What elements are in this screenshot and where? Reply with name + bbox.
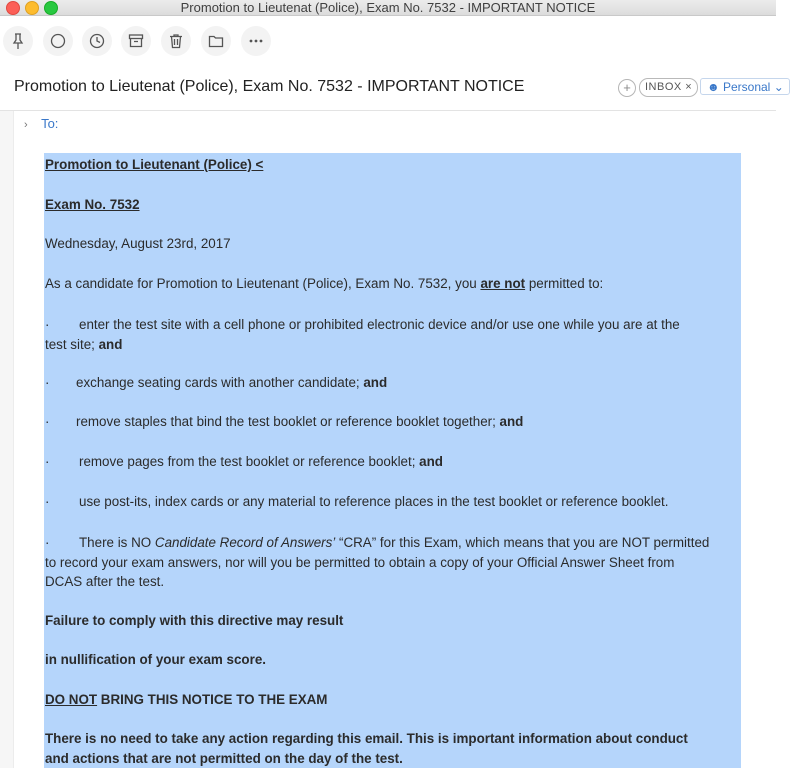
bullet-item bbox=[45, 375, 387, 390]
bullet-text: remove staples that bind the test booklet or reference booklet together; bbox=[76, 414, 500, 429]
chevron-down-icon: ⌄ bbox=[773, 80, 784, 94]
bullet-item bbox=[45, 414, 523, 429]
bullet-text: DCAS after the test. bbox=[45, 574, 165, 589]
to-label: To: bbox=[41, 116, 59, 131]
bullet-text: test site; bbox=[45, 336, 99, 352]
bullet-dot: · bbox=[45, 375, 50, 390]
do-not-bring-line bbox=[45, 692, 327, 707]
do-not-rest: BRING THIS NOTICE TO THE EXAM bbox=[97, 692, 328, 707]
trash-button[interactable] bbox=[161, 26, 191, 56]
bullet-dot: · bbox=[45, 414, 50, 429]
selection-tail bbox=[44, 748, 421, 768]
archive-button[interactable] bbox=[121, 26, 151, 56]
warning-line: in nullification of your exam score. bbox=[45, 652, 266, 667]
more-icon bbox=[247, 32, 265, 50]
pin-icon bbox=[9, 32, 27, 50]
person-icon: ☻ bbox=[707, 80, 720, 94]
mark-read-button[interactable] bbox=[43, 26, 73, 56]
bullet-item bbox=[45, 533, 741, 592]
message-subject: Promotion to Lieutenat (Police), Exam No. 7532 - IMPORTANT NOTICE bbox=[14, 78, 525, 95]
recipients-row[interactable] bbox=[24, 116, 58, 131]
message-header bbox=[0, 68, 784, 111]
intro-emphasis: are not bbox=[480, 276, 526, 291]
bullet-dot: · bbox=[45, 454, 50, 469]
intro-paragraph bbox=[45, 276, 603, 291]
bullet-item bbox=[45, 494, 669, 509]
bullet-text: use post-its, index cards or any material to reference places in the test booklet or reference booklet. bbox=[79, 494, 669, 509]
body-heading: Promotion to Lieutenant (Police) < bbox=[45, 157, 264, 172]
bullet-item bbox=[45, 315, 741, 354]
close-window-button[interactable] bbox=[6, 1, 20, 15]
intro-text-end: permitted to: bbox=[525, 276, 604, 291]
bullet-text: “CRA” for this Exam, which means that you are NOT permitted bbox=[335, 535, 710, 550]
account-selector[interactable] bbox=[700, 78, 790, 95]
bullet-text: enter the test site with a cell phone or prohibited electronic device and/or use one while you are at the bbox=[79, 317, 680, 332]
left-gutter bbox=[0, 111, 14, 768]
message-body bbox=[44, 153, 741, 768]
notice-date: Wednesday, August 23rd, 2017 bbox=[45, 236, 231, 251]
bullet-text: There is NO bbox=[79, 535, 155, 550]
archive-icon bbox=[127, 32, 145, 50]
move-to-folder-button[interactable] bbox=[201, 26, 231, 56]
bullet-text: to record your exam answers, nor will you be permitted to obtain a copy of your Official Answer Sheet from bbox=[45, 554, 675, 570]
snooze-button[interactable] bbox=[82, 26, 112, 56]
warning-line: Failure to comply with this directive may result bbox=[45, 613, 344, 628]
closing-line: There is no need to take any action regarding this email. This is important information about conduct bbox=[45, 731, 688, 746]
bullet-dot: · bbox=[45, 317, 50, 332]
account-label: Personal bbox=[722, 80, 771, 94]
do-not-text: DO NOT bbox=[45, 692, 98, 707]
exam-number: Exam No. 7532 bbox=[45, 197, 140, 212]
pin-button[interactable] bbox=[3, 26, 33, 56]
folder-icon bbox=[207, 32, 225, 50]
toolbar bbox=[0, 16, 776, 68]
circle-icon bbox=[49, 32, 67, 50]
bullet-dot: · bbox=[45, 535, 50, 550]
bullet-item bbox=[45, 454, 443, 469]
add-tag-button[interactable]: + bbox=[618, 79, 636, 97]
closing-line: and actions that are not permitted on the day of the test. bbox=[45, 751, 403, 766]
window-title: Promotion to Lieutenat (Police), Exam No. 7532 - IMPORTANT NOTICE bbox=[180, 0, 596, 15]
intro-text: As a candidate for Promotion to Lieutenant (Police), Exam No. 7532, you bbox=[45, 276, 481, 291]
bullet-and: and bbox=[419, 454, 443, 469]
bullet-and: and bbox=[363, 375, 388, 390]
trash-icon bbox=[167, 32, 185, 50]
bullet-text: remove pages from the test booklet or reference booklet; bbox=[79, 454, 420, 469]
zoom-window-button[interactable] bbox=[44, 1, 58, 15]
bullet-italic: Candidate Record of Answers’ bbox=[154, 535, 336, 550]
bullet-text: exchange seating cards with another candidate; bbox=[76, 375, 364, 390]
bullet-and: and bbox=[499, 414, 524, 429]
more-actions-button[interactable] bbox=[241, 26, 271, 56]
window-titlebar bbox=[0, 0, 776, 16]
inbox-tag[interactable]: INBOX × bbox=[639, 78, 698, 97]
bullet-and: and bbox=[98, 336, 123, 352]
clock-icon bbox=[88, 32, 106, 50]
minimize-window-button[interactable] bbox=[25, 1, 39, 15]
chevron-right-icon: › bbox=[24, 119, 28, 131]
bullet-dot: · bbox=[45, 494, 50, 509]
